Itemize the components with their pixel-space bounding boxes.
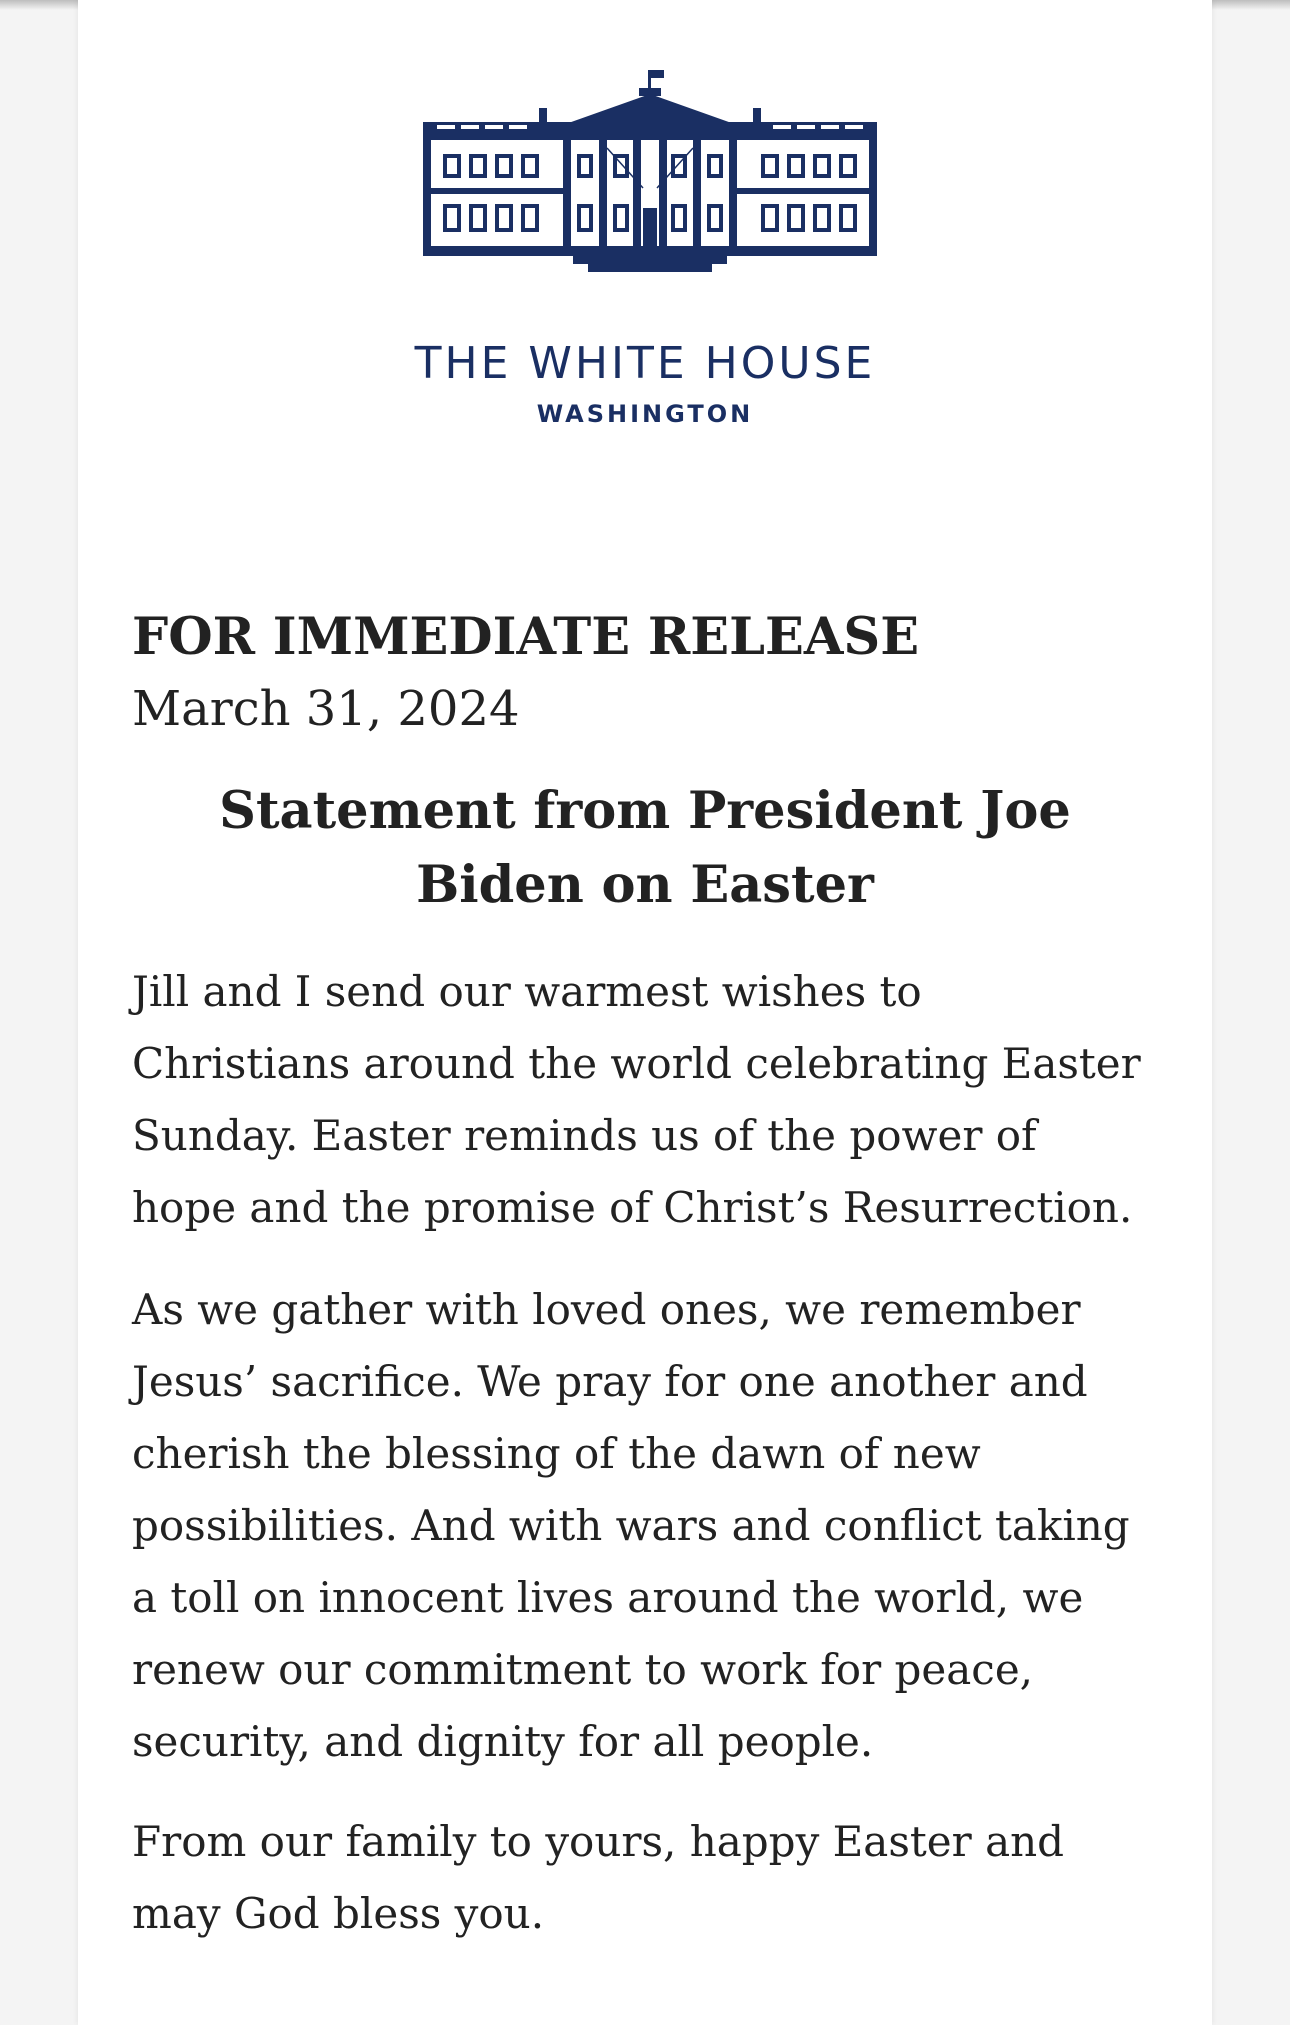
statement-paragraph-2: As we gather with loved ones, we remember Jesus’ sacrifice. We pray for one another and cherish the blessing of the dawn of new possibilities. And with wars and conflict taking a toll on innocent lives around the world, we renew our commitment to work for peace, security, and dignity for all people.: [132, 1285, 1130, 1766]
statement-title: Statement from President Joe Biden on Easter: [219, 781, 1071, 915]
statement-paragraph-3: From our family to yours, happy Easter and may God bless you.: [132, 1817, 1065, 1938]
release-label: FOR IMMEDIATE RELEASE: [132, 607, 920, 667]
press-release-page: [78, 0, 1212, 2025]
release-date: March 31, 2024: [132, 681, 520, 737]
white-house-building-icon: [423, 68, 877, 280]
letterhead-subtitle: WASHINGTON: [536, 400, 754, 428]
letterhead-title: THE WHITE HOUSE: [414, 338, 876, 389]
statement-paragraph-1: Jill and I send our warmest wishes to Christians around the world celebrating Easter Sunday. Easter reminds us of the power of hope and the promise of Christ’s Resurrection.: [132, 967, 1141, 1232]
